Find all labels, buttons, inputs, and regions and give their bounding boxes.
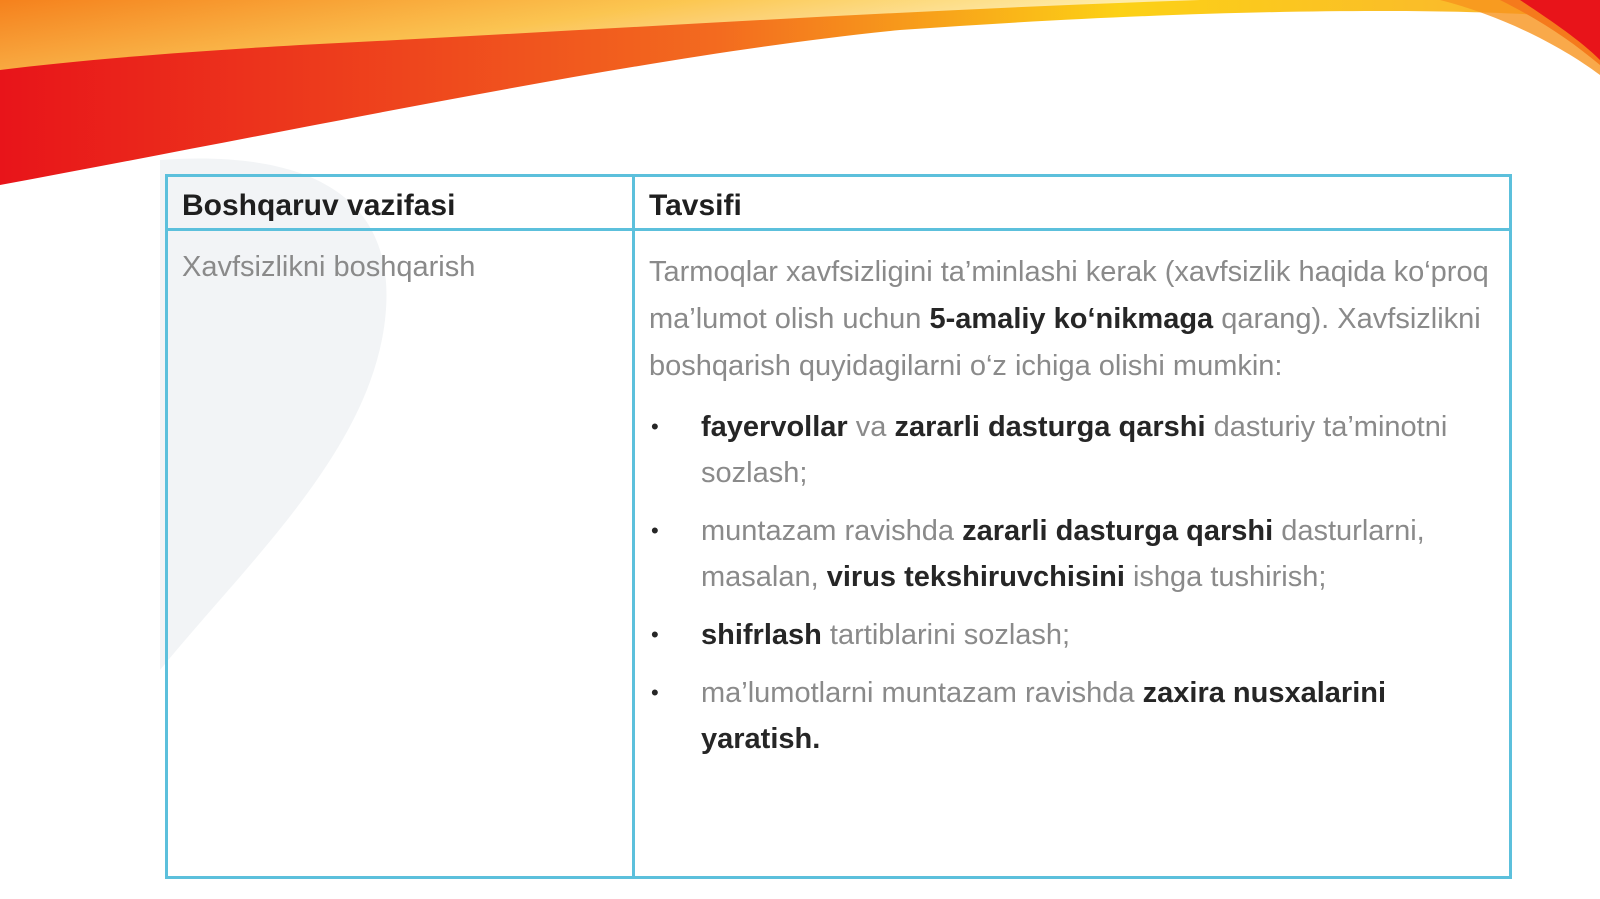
- bullet-list: [649, 404, 1495, 762]
- description-intro: [649, 249, 1495, 390]
- list-item: [649, 508, 1495, 600]
- header-description: Tavsifi: [634, 176, 1511, 230]
- list-item: [649, 670, 1495, 762]
- header-task: Boshqaruv vazifasi: [167, 176, 634, 230]
- bullet-icon: •: [651, 414, 659, 439]
- table-row: [167, 230, 1511, 878]
- description-cell: [634, 230, 1511, 878]
- list-item: [649, 612, 1495, 658]
- bullet-text: va: [847, 411, 895, 443]
- intro-bold: 5-amaliy ko‘nikmaga: [929, 303, 1214, 335]
- bullet-text: ma’lumotlarni muntazam ravishda: [701, 677, 1143, 709]
- bullet-text: tartiblarini sozlash;: [821, 619, 1071, 651]
- bullet-bold: zararli dasturga qarshi: [962, 515, 1274, 547]
- bullet-text: dasturiy ta’minotni sozlash;: [701, 411, 1448, 489]
- bullet-text: dasturlarni, masalan,: [701, 515, 1425, 593]
- bullet-bold: virus tekshiruvchisini: [826, 561, 1125, 593]
- bullet-bold: zaxira nusxalarini yaratish.: [701, 677, 1387, 755]
- tasks-table: [165, 174, 1512, 879]
- intro-text-end: qarang). Xavfsizlikni boshqarish quyidagilarni o‘z ichiga olishi mumkin:: [649, 303, 1481, 382]
- bullet-icon: •: [651, 622, 659, 647]
- bullet-bold: fayervollar: [701, 411, 848, 443]
- bullet-icon: •: [651, 680, 659, 705]
- table-header-row: [167, 176, 1511, 230]
- bullet-text: muntazam ravishda: [701, 515, 963, 547]
- intro-text: Tarmoqlar xavfsizligini ta’minlashi kerak (xavfsizlik haqida ko‘proq ma’lumot olish uchun: [649, 256, 1489, 335]
- bullet-bold: shifrlash: [701, 619, 822, 651]
- list-item: [649, 404, 1495, 496]
- bullet-bold: zararli dasturga qarshi: [894, 411, 1206, 443]
- bullet-text: ishga tushirish;: [1124, 561, 1327, 593]
- bullet-icon: •: [651, 518, 659, 543]
- task-cell: Xavfsizlikni boshqarish: [167, 230, 634, 878]
